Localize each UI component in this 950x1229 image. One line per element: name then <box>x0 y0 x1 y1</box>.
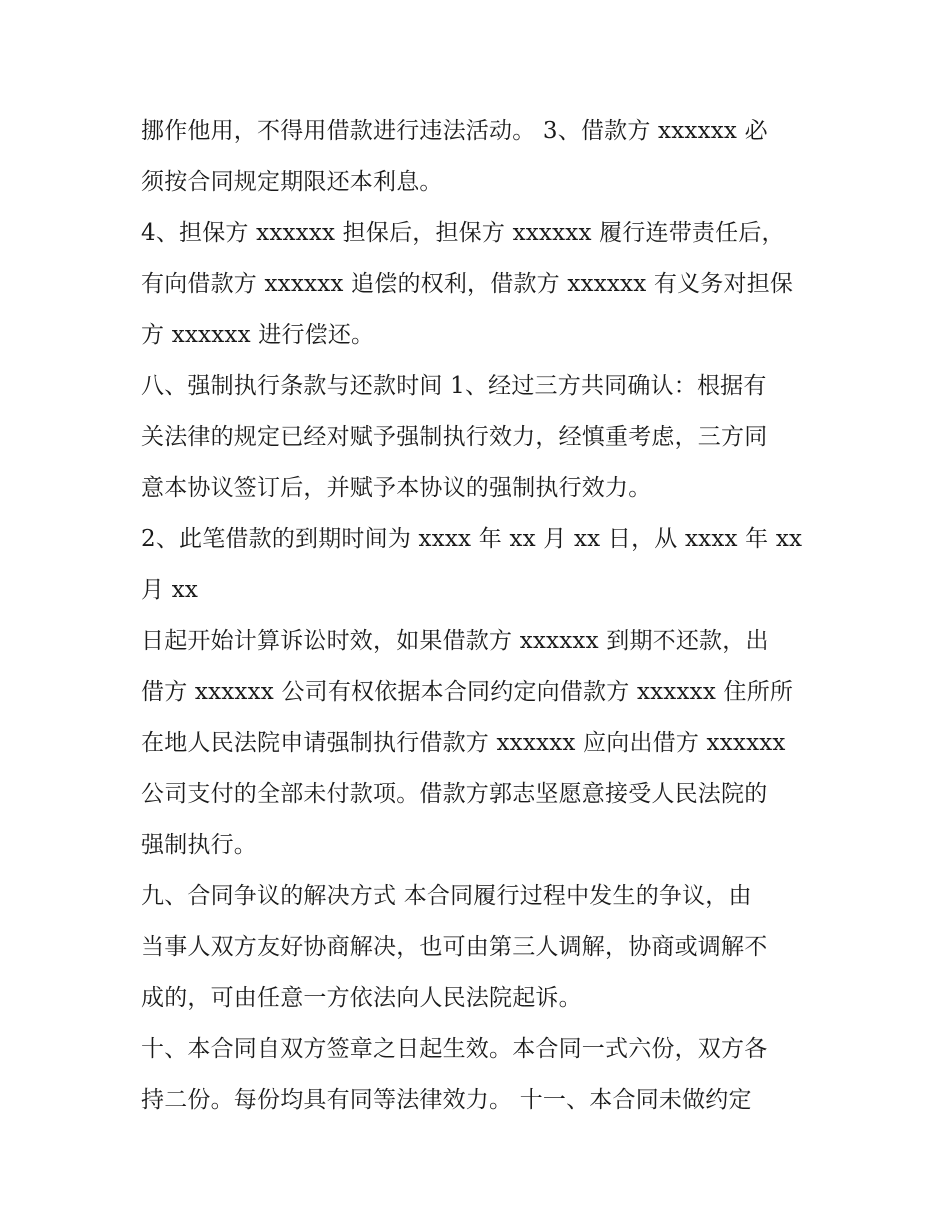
text-line: 方 xxxxxx 进行偿还。 <box>141 322 375 348</box>
text-line: 须按合同规定期限还本利息。 <box>141 169 443 195</box>
text-line: 强制执行。 <box>141 832 257 858</box>
text-line: 成的，可由任意一方依法向人民法院起诉。 <box>141 985 582 1011</box>
text-line: 借方 xxxxxx 公司有权依据本合同约定向借款方 xxxxxx 住所所 <box>141 679 794 705</box>
text-line: 持二份。每份均具有同等法律效力。 十一、本合同未做约定 <box>141 1087 752 1113</box>
text-line: 九、合同争议的解决方式 本合同履行过程中发生的争议，由 <box>141 883 752 909</box>
text-line: 月 xx <box>141 577 199 603</box>
text-line: 关法律的规定已经对赋予强制执行效力，经慎重考虑，三方同 <box>141 424 768 450</box>
text-line: 2、此笔借款的到期时间为 xxxx 年 xx 月 xx 日，从 xxxx 年 xx <box>141 526 803 552</box>
contract-text <box>141 106 821 1126</box>
text-line: 意本协议签订后，并赋予本协议的强制执行效力。 <box>141 475 652 501</box>
text-line: 当事人双方友好协商解决，也可由第三人调解，协商或调解不 <box>141 934 768 960</box>
text-line: 公司支付的全部未付款项。借款方郭志坚愿意接受人民法院的 <box>141 781 768 807</box>
text-line: 日起开始计算诉讼时效，如果借款方 xxxxxx 到期不还款，出 <box>141 628 769 654</box>
text-line: 十、本合同自双方签章之日起生效。本合同一式六份，双方各 <box>141 1036 768 1062</box>
text-line: 有向借款方 xxxxxx 追偿的权利，借款方 xxxxxx 有义务对担保 <box>141 271 794 297</box>
text-line: 挪作他用，不得用借款进行违法活动。 3、借款方 xxxxxx 必 <box>141 118 768 144</box>
text-line: 八、强制执行条款与还款时间 1、经过三方共同确认：根据有 <box>141 373 767 399</box>
text-line: 4、担保方 xxxxxx 担保后，担保方 xxxxxx 履行连带责任后， <box>141 220 785 246</box>
text-line: 在地人民法院申请强制执行借款方 xxxxxx 应向出借方 xxxxxx <box>141 730 786 756</box>
